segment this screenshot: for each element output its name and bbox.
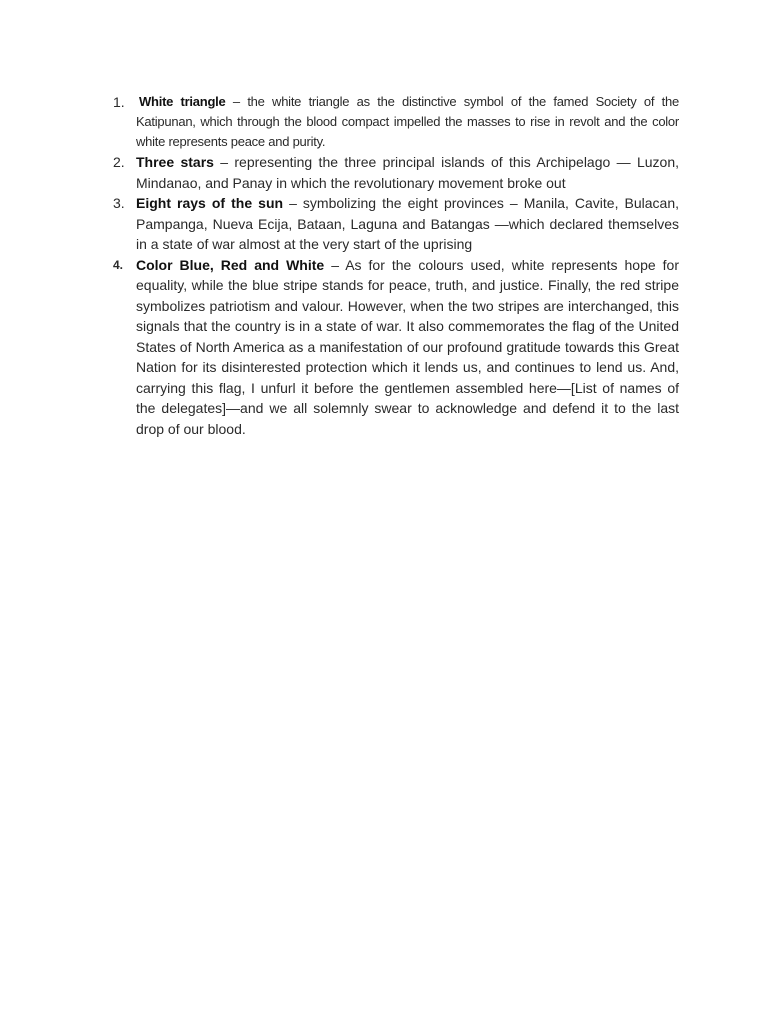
list-item-number: 3. — [113, 195, 125, 211]
list-item-term: White triangle — [139, 94, 226, 109]
list-item-text — [136, 255, 679, 440]
list-item-text — [136, 92, 679, 152]
list-item-number: 4. — [113, 257, 124, 272]
list-item-term: Three stars — [136, 154, 214, 170]
list-item-eight-rays — [108, 193, 679, 255]
list-item-three-stars — [108, 152, 679, 193]
list-item-body: – the white triangle as the distinctive symbol of the famed Society of the Katipunan, which through the blood compact impelled the masses to rise in revolt and the color white represents peace and purity. — [136, 94, 680, 149]
list-item-term: Color Blue, Red and White — [136, 256, 325, 273]
list-item-text — [136, 193, 679, 255]
list-item-white-triangle — [108, 92, 679, 152]
list-item-body: – symbolizing the eight provinces – Manila, Cavite, Bulacan, Pampanga, Nueva Ecija, Bataan, Laguna and Batangas —which declared themselves in a state of war almost at the very start of the uprising — [136, 195, 679, 252]
list-item-number: 2. — [113, 154, 125, 170]
list-item-term: Eight rays of the sun — [136, 195, 284, 211]
list-item-text — [136, 152, 679, 193]
numbered-list — [108, 92, 679, 439]
list-item-number: 1. — [113, 94, 125, 110]
list-item-colors — [108, 255, 679, 440]
list-item-body: – As for the colours used, white represents hope for equality, while the blue stripe stands for peace, truth, and justice. Finally, the red stripe symbolizes patriotism and valour. However, when the two stripes are interchanged, this signals that the country is in a state of war. It also commemorates the flag of the United States of North America as a manifestation of our profound gratitude towards this Great Nation for its disinterested protection which it lends us, and continues to lend us. And, carrying this flag, I unfurl it before the gentlemen assembled here—[List of names of the delegates]—and we all solemnly swear to acknowledge and defend it to the last drop of our blood. — [136, 256, 679, 437]
list-item-body: – representing the three principal islands of this Archipelago — Luzon, Mindanao, and Panay in which the revolutionary movement broke out — [136, 154, 679, 191]
